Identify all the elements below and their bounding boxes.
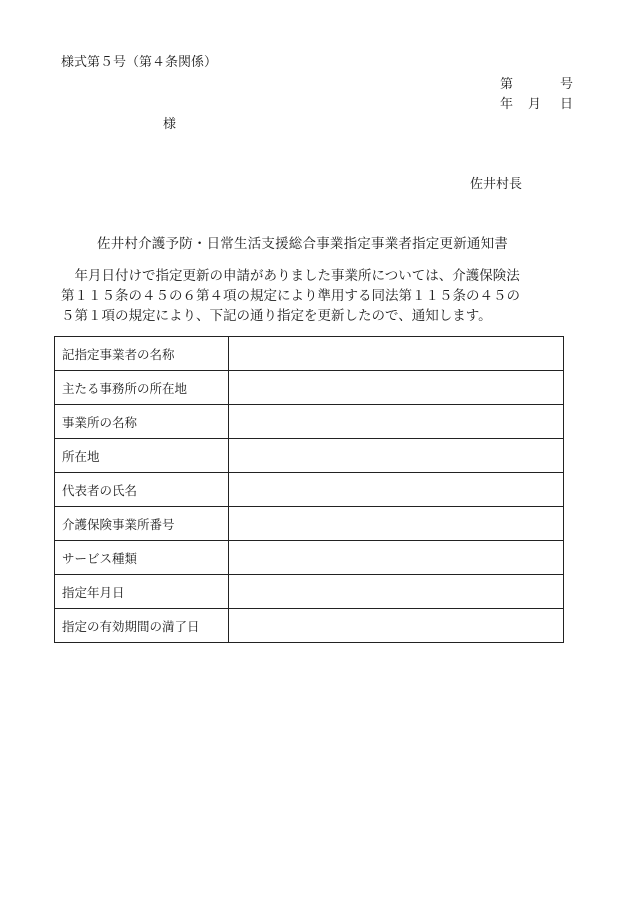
table-row <box>55 507 564 541</box>
date-year: 年 <box>500 97 514 112</box>
table-row <box>55 439 564 473</box>
number-suffix: 号 <box>560 77 574 92</box>
date-month: 月 <box>528 97 542 112</box>
row-label: 代表者の氏名 <box>55 473 229 507</box>
table-row <box>55 405 564 439</box>
table-row <box>55 371 564 405</box>
row-label: 所在地 <box>55 439 229 473</box>
notice-body-line: 第１１５条の４５の６第４項の規定により準用する同法第１１５条の４５の <box>61 288 520 304</box>
row-value-cell <box>229 541 564 575</box>
row-label: 介護保険事業所番号 <box>55 507 229 541</box>
row-label: 記指定事業者の名称 <box>55 337 229 371</box>
issuer-name: 佐井村長 <box>470 177 523 192</box>
row-label: 主たる事務所の所在地 <box>55 371 229 405</box>
row-value-cell <box>229 507 564 541</box>
recipient-honorific: 様 <box>163 117 177 132</box>
table-row <box>55 609 564 643</box>
row-value-cell <box>229 609 564 643</box>
row-value-cell <box>229 439 564 473</box>
date-day: 日 <box>560 97 574 112</box>
row-label: サービス種類 <box>55 541 229 575</box>
notice-body-line: ５第１項の規定により、下記の通り指定を更新したので、通知します。 <box>61 308 492 324</box>
number-prefix: 第 <box>500 77 514 92</box>
row-label: 指定年月日 <box>55 575 229 609</box>
row-value-cell <box>229 473 564 507</box>
row-value-cell <box>229 405 564 439</box>
form-number-label: 様式第５号（第４条関係） <box>61 55 218 70</box>
table-row <box>55 337 564 371</box>
row-label: 事業所の名称 <box>55 405 229 439</box>
row-value-cell <box>229 575 564 609</box>
table-row <box>55 575 564 609</box>
row-value-cell <box>229 337 564 371</box>
row-label: 指定の有効期間の満了日 <box>55 609 229 643</box>
document-title: 佐井村介護予防・日常生活支援総合事業指定事業者指定更新通知書 <box>97 236 508 252</box>
row-value-cell <box>229 371 564 405</box>
designation-details-table <box>54 336 564 643</box>
table-row <box>55 541 564 575</box>
notice-body-line: 年月日付けで指定更新の申請がありました事業所については、介護保険法 <box>61 268 520 284</box>
table-row <box>55 473 564 507</box>
notice-body <box>61 266 571 326</box>
